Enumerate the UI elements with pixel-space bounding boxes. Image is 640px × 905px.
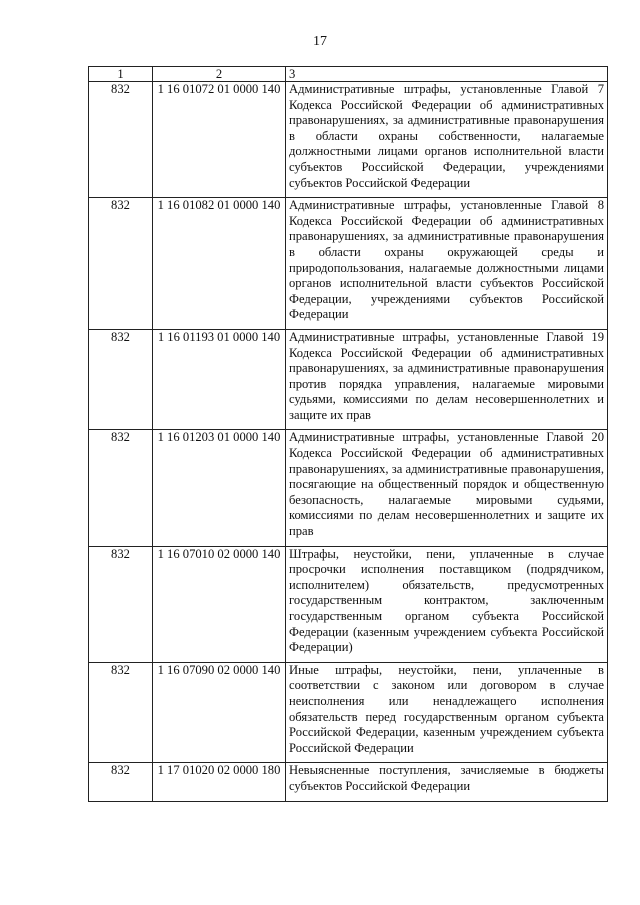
table-row <box>89 430 608 546</box>
revenue-name-cell: Невыясненные поступления, зачисляемые в бюджеты субъектов Российской Федерации <box>286 763 608 801</box>
revenue-name-cell: Административные штрафы, установленные Главой 7 Кодекса Российской Федерации об административных правонарушениях, за административные правонарушения в области охраны собственности, налагаемые должностными лицами органов исполнительной власти субъектов Российской Федерации, учреждениями субъектов Российской Федерации <box>286 82 608 198</box>
page-number: 17 <box>313 34 327 49</box>
budget-code-cell: 1 16 07090 02 0000 140 <box>153 662 286 763</box>
table-row <box>89 662 608 763</box>
table-row <box>89 763 608 801</box>
revenue-name-cell: Иные штрафы, неустойки, пени, уплаченные в соответствии с законом или договором в случае неисполнения или ненадлежащего исполнения обязательств перед государственным органом субъекта Российской Федерации, казенным учреждением субъекта Российской Федерации <box>286 662 608 763</box>
budget-code-cell: 1 16 01203 01 0000 140 <box>153 430 286 546</box>
header-cell-2: 2 <box>153 67 286 82</box>
budget-code-cell: 1 16 01082 01 0000 140 <box>153 198 286 330</box>
revenue-name-cell: Административные штрафы, установленные Главой 19 Кодекса Российской Федерации об административных правонарушениях, за административные правонарушения против порядка управления, налагаемые мировыми судьями, комиссиями по делам несовершеннолетних и защите их прав <box>286 329 608 430</box>
admin-code-cell: 832 <box>89 546 153 662</box>
table-row <box>89 546 608 662</box>
table-row <box>89 198 608 330</box>
header-cell-1: 1 <box>89 67 153 82</box>
header-cell-3: 3 <box>286 67 608 82</box>
budget-code-cell: 1 16 01072 01 0000 140 <box>153 82 286 198</box>
budget-codes-table <box>88 66 608 802</box>
admin-code-cell: 832 <box>89 329 153 430</box>
admin-code-cell: 832 <box>89 763 153 801</box>
revenue-name-cell: Административные штрафы, установленные Главой 8 Кодекса Российской Федерации об административных правонарушениях, за административные правонарушения в области охраны окружающей среды и природопользования, налагаемые должностными лицами органов исполнительной власти субъектов Российской Федерации, учреждениями субъектов Российской Федерации <box>286 198 608 330</box>
revenue-name-cell: Штрафы, неустойки, пени, уплаченные в случае просрочки исполнения поставщиком (подрядчиком, исполнителем) обязательств, предусмотренных государственным контрактом, заключенным государственным органом субъекта Российской Федерации (казенным учреждением субъекта Российской Федерации) <box>286 546 608 662</box>
budget-code-cell: 1 17 01020 02 0000 180 <box>153 763 286 801</box>
budget-code-cell: 1 16 01193 01 0000 140 <box>153 329 286 430</box>
budget-code-cell: 1 16 07010 02 0000 140 <box>153 546 286 662</box>
table-row <box>89 329 608 430</box>
revenue-name-cell: Административные штрафы, установленные Главой 20 Кодекса Российской Федерации об административных правонарушениях, за административные правонарушения, посягающие на общественный порядок и общественную безопасность, налагаемые мировыми судьями, комиссиями по делам несовершеннолетних и защите их прав <box>286 430 608 546</box>
table-row <box>89 82 608 198</box>
admin-code-cell: 832 <box>89 82 153 198</box>
admin-code-cell: 832 <box>89 430 153 546</box>
admin-code-cell: 832 <box>89 662 153 763</box>
admin-code-cell: 832 <box>89 198 153 330</box>
table-header-row <box>89 67 608 82</box>
